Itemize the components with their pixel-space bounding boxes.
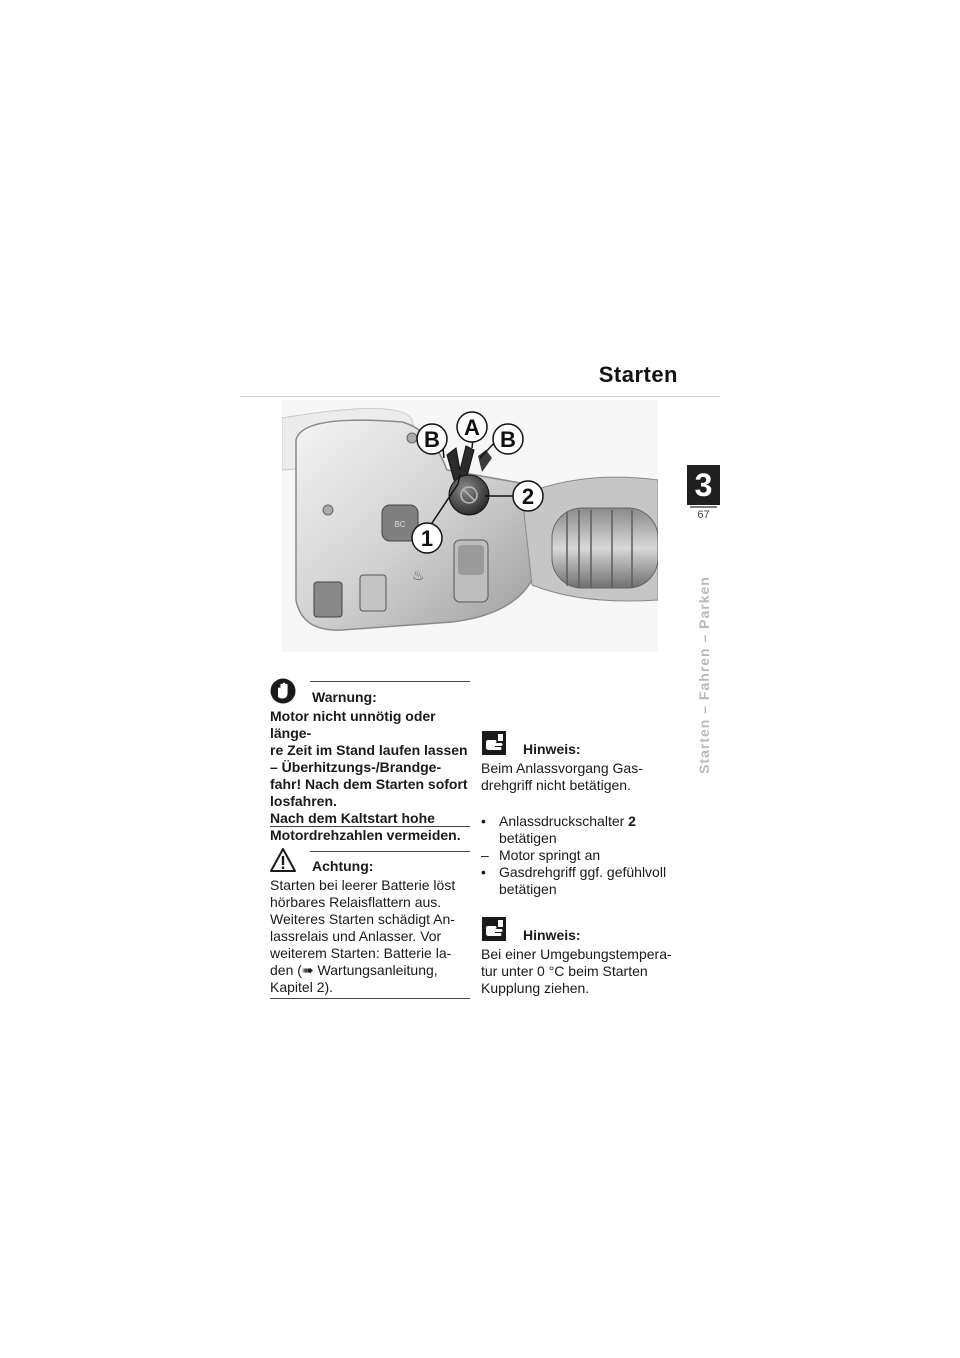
- list-item: • Anlassdruckschalter 2 betätigen: [481, 813, 636, 846]
- callout-b-left: [417, 424, 447, 454]
- svg-text:A: A: [464, 415, 480, 440]
- horn-button: [360, 575, 386, 611]
- caution-box: [270, 847, 470, 996]
- side-label-container: [689, 550, 719, 800]
- handlebar-switch-figure: [282, 400, 658, 652]
- warning-rule-bottom: [270, 826, 470, 827]
- warning-heading: [270, 678, 470, 704]
- side-label: Starten – Fahren – Parken: [696, 576, 712, 774]
- note-box-2: [481, 916, 681, 997]
- page-number: 67: [697, 509, 710, 521]
- caution-heading: [270, 847, 470, 873]
- callout-a: [457, 412, 487, 442]
- chapter-divider: [690, 506, 717, 508]
- chapter-number: 3: [694, 467, 713, 503]
- warning-label: Warnung:: [312, 689, 377, 705]
- svg-text:B: B: [500, 427, 516, 452]
- svg-text:B: B: [424, 427, 440, 452]
- step-list: [481, 813, 691, 898]
- list-item: • Gasdrehgriff ggf. gefühlvoll betätigen: [481, 864, 667, 897]
- note-heading-2: [481, 916, 681, 942]
- note-hand-icon: [481, 730, 507, 756]
- list-item: – Motor springt an: [481, 847, 601, 863]
- svg-text:2: 2: [521, 484, 535, 509]
- caution-label: Achtung:: [312, 858, 374, 874]
- note-heading-1: [481, 730, 681, 756]
- screw: [323, 505, 333, 515]
- title-rule: [240, 396, 720, 397]
- note-label-1: Hinweis:: [523, 741, 581, 757]
- callout-1: [412, 523, 442, 553]
- throttle-grip: [552, 508, 658, 588]
- arrow-right-icon: ➠: [301, 962, 314, 978]
- note-text-1: Beim Anlassvorgang Gas- drehgriff nicht betätigen.: [481, 760, 643, 793]
- caution-text: Starten bei leerer Batterie löst hörbares Relaisflattern aus. Weiteres Starten schädigt An- lassrelais und Anlasser. Vor weiterem Starten: Batterie la- den (➠ Wartungsanleitung, Kapitel 2).: [270, 877, 456, 995]
- page-title: Starten: [598, 362, 678, 387]
- caution-rule-bottom: [270, 998, 470, 999]
- warning-text: Motor nicht unnötig oder länge- re Zeit im Stand laufen lassen – Überhitzungs-/Brandge- fahr! Nach dem Starten sofort losfahren. Nach dem Kaltstart hohe Motordrehzahlen vermeiden.: [270, 708, 468, 843]
- turn-signal-switch: [314, 582, 342, 617]
- note-text-2: Bei einer Umgebungstempera- tur unter 0 °C beim Starten Kupplung ziehen.: [481, 946, 672, 996]
- warning-box: [270, 678, 470, 844]
- stop-hand-icon: [270, 678, 296, 704]
- callout-b-right: [493, 424, 523, 454]
- svg-text:♨: ♨: [412, 568, 425, 584]
- callout-2: [513, 481, 543, 511]
- svg-text:1: 1: [420, 526, 434, 551]
- note-hand-icon: [481, 916, 507, 942]
- note-label-2: Hinweis:: [523, 927, 581, 943]
- screw: [407, 433, 417, 443]
- warning-triangle-icon: [270, 847, 296, 873]
- bc-button-label: BC: [394, 520, 406, 529]
- note-box-1: [481, 730, 681, 794]
